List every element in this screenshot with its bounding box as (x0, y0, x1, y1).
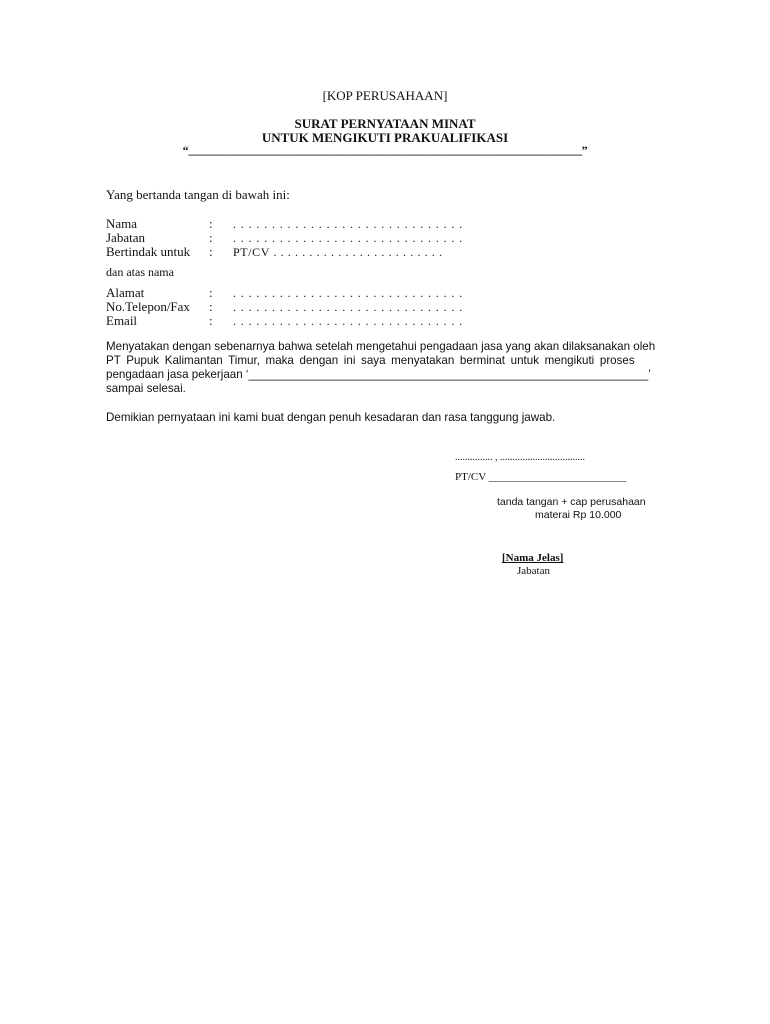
field-colon: : (209, 244, 213, 259)
field-colon: : (209, 313, 213, 328)
field-value-nama: . . . . . . . . . . . . . . . . . . . . . . . . . . . . . . (233, 217, 464, 231)
field-value-bertindak-untuk: PT/CV . . . . . . . . . . . . . . . . . . . . . . . . (233, 245, 443, 259)
field-colon: : (209, 230, 213, 245)
statement-line: PT Pupuk Kalimantan Timur, maka dengan ini saya menyatakan berminat untuk mengikuti proses (106, 354, 635, 367)
signature-company: PT/CV _________________________ (455, 471, 627, 483)
field-label-bertindak-untuk: Bertindak untuk (106, 244, 191, 259)
statement-line: pengadaan jasa pekerjaan ‘______________________________________________________________’ (106, 368, 651, 381)
statement-line: Menyatakan dengan sebenarnya bahwa setelah mengetahui pengadaan jasa yang akan dilaksanakan oleh (106, 340, 656, 353)
signature-note: tanda tangan + cap perusahaan (497, 496, 646, 508)
place-date: ............... , .................................. (455, 452, 585, 463)
document-title-line3: “_____________________________________________________________________” (182, 143, 588, 157)
field-colon: : (209, 299, 213, 314)
field-value-telepon-fax: . . . . . . . . . . . . . . . . . . . . . . . . . . . . . . (233, 300, 464, 314)
field-label-alamat: Alamat (106, 285, 145, 300)
document-title-line2: UNTUK MENGIKUTI PRAKUALIFIKASI (261, 130, 509, 145)
stamp-duty-note: materai Rp 10.000 (535, 509, 622, 521)
field-label-nama: Nama (106, 216, 138, 231)
field-value-email: . . . . . . . . . . . . . . . . . . . . . . . . . . . . . . (233, 314, 464, 328)
closing-text: Demikian pernyataan ini kami buat dengan penuh kesadaran dan rasa tanggung jawab. (106, 411, 556, 424)
statement-line: sampai selesai. (106, 382, 186, 395)
letterhead-placeholder: [KOP PERUSAHAAN] (322, 88, 448, 103)
field-colon: : (209, 285, 213, 300)
document-title-line1: SURAT PERNYATAAN MINAT (294, 116, 476, 131)
field-label-telepon-fax: No.Telepon/Fax (106, 299, 190, 314)
field-label-jabatan: Jabatan (106, 230, 145, 245)
signer-name: [Nama Jelas] (502, 552, 564, 564)
field-colon: : (209, 216, 213, 231)
on-behalf-text: dan atas nama (106, 265, 174, 279)
signer-position: Jabatan (517, 565, 550, 577)
field-label-email: Email (106, 313, 138, 328)
intro-text: Yang bertanda tangan di bawah ini: (106, 187, 290, 202)
field-value-alamat: . . . . . . . . . . . . . . . . . . . . . . . . . . . . . . (233, 286, 464, 300)
field-value-jabatan: . . . . . . . . . . . . . . . . . . . . . . . . . . . . . . (233, 231, 464, 245)
